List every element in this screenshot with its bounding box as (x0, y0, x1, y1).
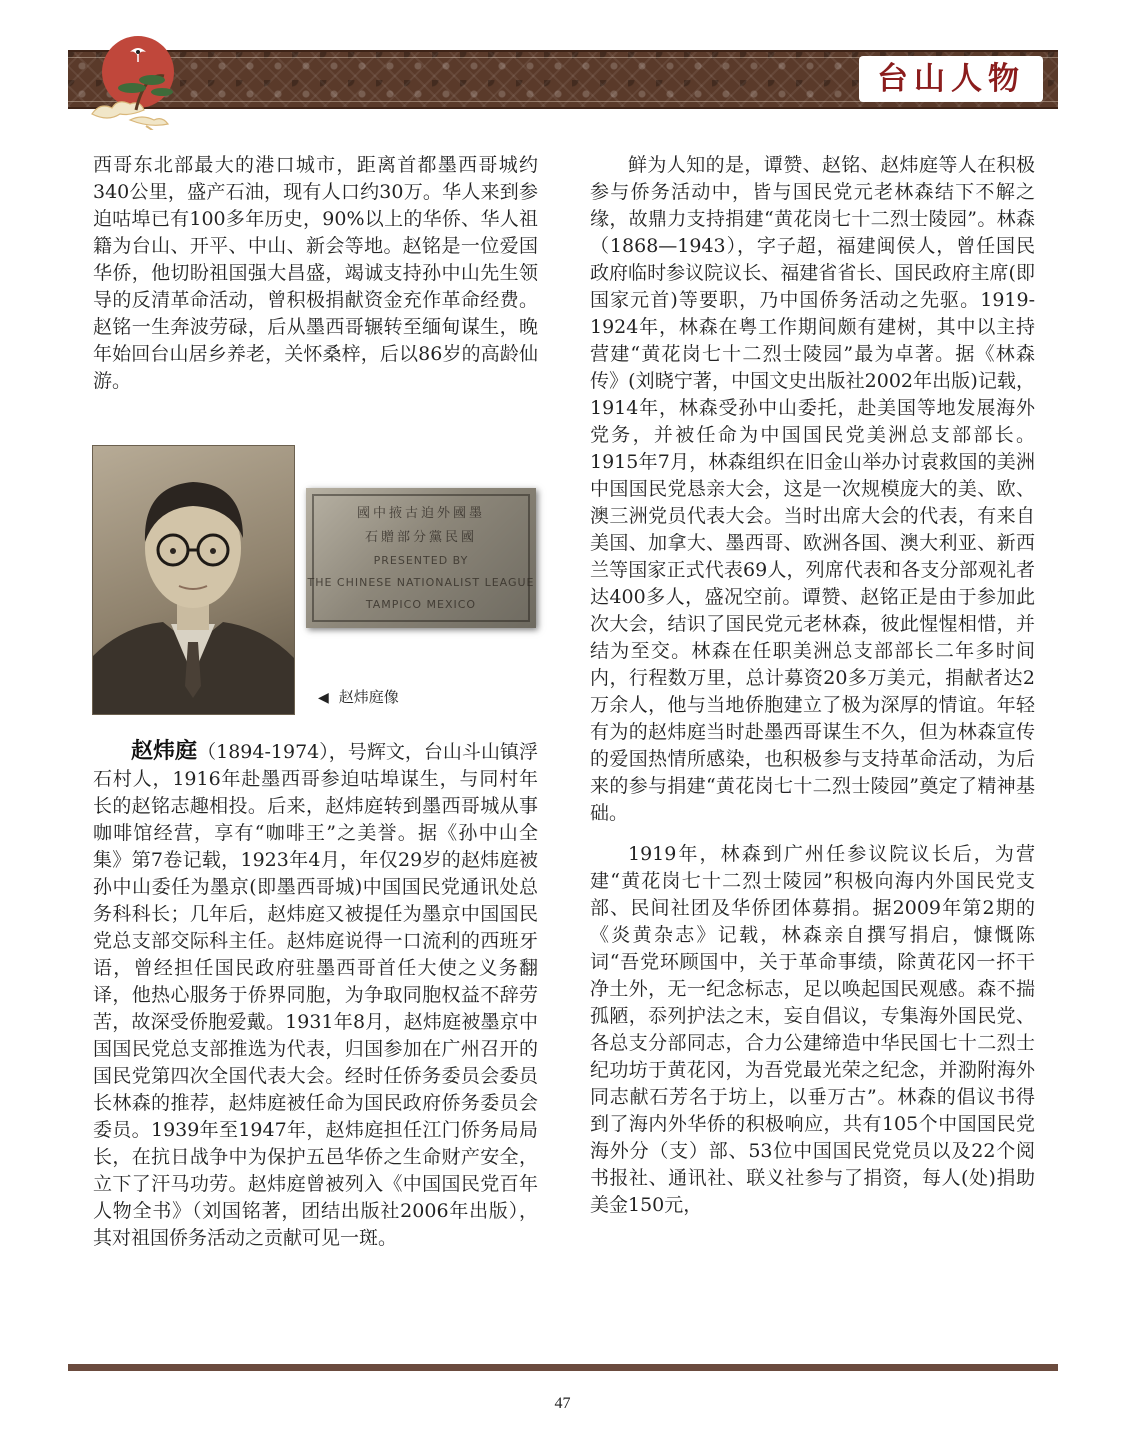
left-column-top-text (93, 152, 538, 395)
plaque-line: 國中掖古迫外國墨 (356, 506, 485, 521)
portrait-photo-icon (93, 446, 294, 714)
paragraph: 1919年，林森到广州任参议院议长后，为营建“黄花岗七十二烈士陵园”积极向海内外国民党支部、民间社团及华侨团体募捐。据2009年第2期的《炎黄杂志》记载，林森亲自撰写捐启，慷慨陈词“吾党环顾国中，关于革命事绩，除黄花冈一抔干净土外，无一纪念标志，足以唤起国民观感。森不揣孤陋，忝列护法之末，妄自倡议，专集海外国民党、各总支分部同志，合力公建缔造中华民国七十二烈士纪功坊于黄花冈，为吾党最光荣之纪念，并泐附海外同志献石芳名于坊上，以垂万古”。林森的倡议书得到了海内外华侨的积极响应，共有105个中国国民党海外分（支）部、53位中国国民党党员以及22个阅书报社、通讯社、联义社参与了捐资，每人(处)捐助美金150元， (590, 843, 1035, 1216)
page-number: 47 (554, 1395, 571, 1412)
paragraph: 西哥东北部最大的港口城市，距离首都墨西哥城约340公里，盛产石油，现有人口约30万。华人来到参迫咕埠已有100多年历史，90%以上的华侨、华人祖籍为台山、开平、中山、新会等地。赵铭是一位爱国华侨，他切盼祖国强大昌盛，竭诚支持孙中山先生领导的反清革命活动，曾积极捐献资金充作革命经费。赵铭一生奔波劳碌，后从墨西哥辗转至缅甸谋生，晚年始回台山居乡养老，关怀桑梓，后以86岁的高龄仙游。 (93, 154, 538, 392)
person-name: 赵炜庭 (131, 738, 198, 764)
paragraph (93, 738, 538, 1252)
image-caption (318, 686, 399, 707)
footer-rule (68, 1364, 1058, 1371)
paragraph: 鲜为人知的是，谭赞、赵铭、赵炜庭等人在积极参与侨务活动中，皆与国民党元老林森结下不解之缘，故鼎力支持捐建“黄花岗七十二烈士陵园”。林森（1868—1943），字子超，福建闽侯人，曾任国民政府临时参议院议长、福建省省长、国民政府主席(即国家元首)等要职，乃中国侨务活动之先驱。1919-1924年，林森在粤工作期间颇有建树，其中以主持营建“黄花岗七十二烈士陵园”最为卓著。据《林森传》(刘晓宁著，中国文史出版社2002年出版)记载，1914年，林森受孙中山委托，赴美国等地发展海外党务，并被任命为中国国民党美洲总支部部长。1915年7月，林森组织在旧金山举办讨袁救国的美洲中国国民党恳亲大会，这是一次规模庞大的美、欧、澳三洲党员代表大会。当时出席大会的代表，有来自美国、加拿大、墨西哥、欧洲各国、澳大利亚、新西兰等国家正式代表69人，列席代表和各支分部观礼者达400多人，盛况空前。谭赞、赵铭正是由于参加此次大会，结识了国民党元老林森，彼此惺惺相惜，并结为至交。林森在任职美洲总支部部长二年多时间内，行程数万里，总计募资20多万美元，捐献者达2万余人，他与当地侨胞建立了极为深厚的情谊。年轻有为的赵炜庭当时赴墨西哥谋生不久，但为林森宣传的爱国热情所感染，也积极参与支持革命活动，为后来的参与捐建“黄花岗七十二烈士陵园”奠定了精神基础。 (590, 154, 1035, 824)
crane-pine-sun-emblem-icon (90, 30, 190, 130)
plaque-line: PRESENTED BY (373, 554, 469, 567)
caption-text: 赵炜庭像 (338, 688, 399, 706)
right-column-text (590, 152, 1035, 1219)
paragraph-body: （1894-1974），号辉文，台山斗山镇浮石村人，1916年赴墨西哥参迫咕埠谋生，与同村年长的赵铭志趣相投。后来，赵炜庭转到墨西哥城从事咖啡馆经营，享有“咖啡王”之美誉。据《孙中山全集》第7卷记载，1923年4月，年仅29岁的赵炜庭被孙中山委任为墨京(即墨西哥城)中国国民党通讯处总务科科长；几年后，赵炜庭又被提任为墨京中国国民党总支部交际科主任。赵炜庭说得一口流利的西班牙语，曾经担任国民政府驻墨西哥首任大使之义务翻译，他热心服务于侨界同胞，为争取同胞权益不辞劳苦，故深受侨胞爱戴。1931年8月，赵炜庭被墨京中国国民党总支部推选为代表，归国参加在广州召开的国民党第四次全国代表大会。经时任侨务委员会委员长林森的推荐，赵炜庭被任命为国民政府侨务委员会委员。1939年至1947年，赵炜庭担任江门侨务局局长，在抗日战争中为保护五邑华侨之生命财产安全，立下了汗马功劳。赵炜庭曾被列入《中国国民党百年人物全书》（刘国铭著，团结出版社2006年出版），其对祖国侨务活动之贡献可见一斑。 (93, 741, 538, 1249)
left-arrow-icon: ◀ (318, 690, 329, 706)
plaque-line: 石贈部分黨民國 (364, 530, 477, 545)
left-column-bottom-text (93, 738, 538, 1252)
plaque-line: TAMPICO MEXICO (365, 598, 477, 611)
plaque-line: THE CHINESE NATIONALIST LEAGUE (307, 576, 535, 589)
plaque-photo-icon (306, 488, 536, 628)
section-title: 台山人物 (859, 56, 1043, 102)
